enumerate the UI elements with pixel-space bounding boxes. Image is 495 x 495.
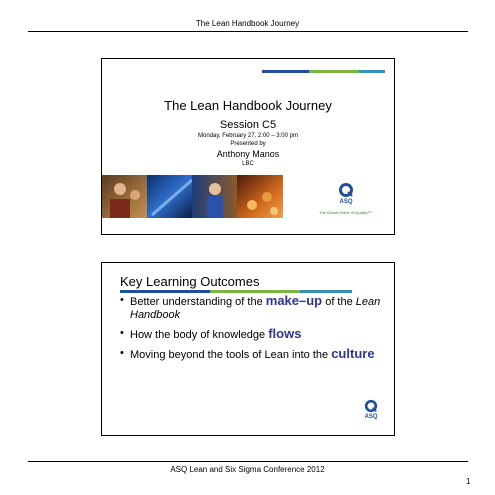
list-item (120, 347, 388, 362)
photo-team-shirt (110, 199, 130, 218)
photo-product-item (247, 200, 257, 210)
photo-team-face (114, 183, 126, 195)
bullet: • (120, 327, 124, 339)
bullet: • (120, 347, 124, 359)
outcomes-slide (101, 262, 395, 436)
photo-worker-head (209, 183, 221, 195)
bullet: • (120, 294, 124, 306)
header-rule (28, 31, 468, 32)
page-number: 1 (466, 477, 471, 486)
photo-product-item-3 (270, 207, 278, 215)
page-footer: ASQ Lean and Six Sigma Conference 2012 (170, 465, 325, 474)
presenter-name: Anthony Manos (216, 149, 280, 159)
footer-rule (28, 461, 468, 462)
title-slide (101, 58, 395, 235)
slide-title: The Lean Handbook Journey (164, 98, 332, 113)
item-highlight: culture (331, 346, 375, 361)
presenter-org: LBC (242, 161, 254, 167)
list-item (120, 294, 388, 322)
item-italic: Lean Handbook (130, 296, 381, 321)
asq-logo-text: ASQ (339, 199, 353, 205)
photo-product-item-2 (262, 192, 272, 202)
photo-worker-body (207, 196, 223, 218)
accent-bar-blue (120, 290, 210, 293)
asq-logo-icon (338, 182, 354, 198)
item-highlight: flows (268, 326, 302, 341)
item-text-post: of the (322, 296, 356, 308)
accent-bar-teal (359, 70, 385, 73)
presented-by-label: Presented by (230, 141, 266, 147)
session-label: Session C5 (219, 119, 277, 131)
slide-title: Key Learning Outcomes (120, 274, 260, 289)
item-text: Moving beyond the tools of Lean into the (130, 349, 332, 361)
asq-logo-icon (364, 399, 378, 413)
photo-team-face-2 (130, 190, 140, 200)
photo-collage (102, 175, 283, 218)
item-text: Better understanding of the (130, 296, 266, 308)
list-item (120, 327, 388, 342)
asq-tagline: The Global Voice of Quality™ (319, 210, 372, 215)
page-header: The Lean Handbook Journey (195, 19, 300, 28)
asq-logo-text: ASQ (364, 414, 378, 420)
outcomes-list (120, 294, 388, 367)
item-text: How the body of knowledge (130, 329, 269, 341)
session-date: Monday, February 27, 2:00 – 3:00 pm (198, 133, 298, 139)
accent-bar-blue (262, 70, 309, 73)
accent-bar-green (309, 70, 359, 73)
item-highlight: make–up (265, 293, 323, 308)
